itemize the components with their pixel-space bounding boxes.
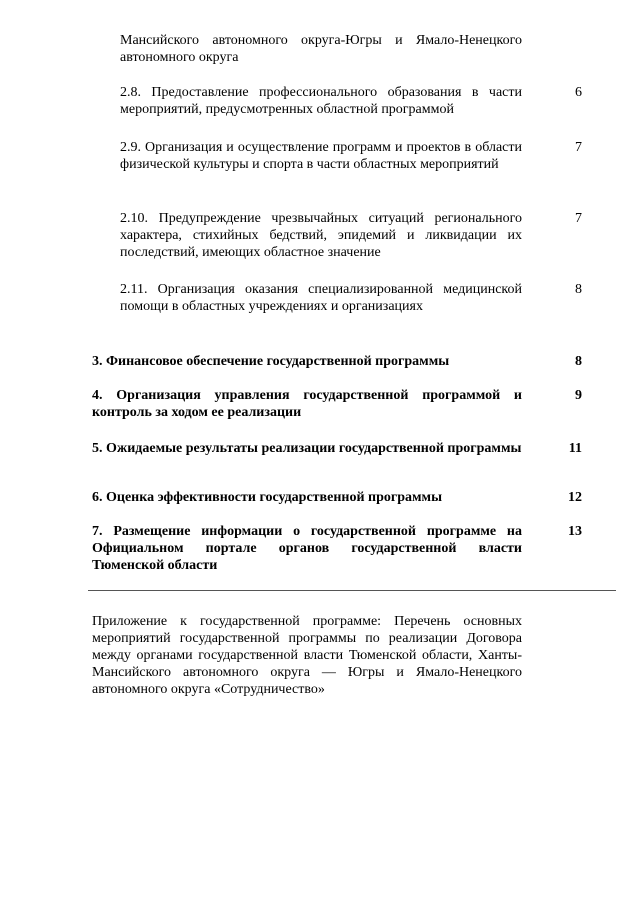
toc-page-number: 8 bbox=[575, 354, 582, 369]
toc-entry-2-10 bbox=[120, 210, 582, 261]
toc-section-3 bbox=[92, 353, 582, 370]
toc-entry-2-8 bbox=[120, 84, 582, 118]
toc-section-text: 7. Размещение информации о государственной программе на Официальном портале органов государственной власти Тюменской области bbox=[92, 524, 522, 573]
toc-entry-2-9 bbox=[120, 139, 582, 173]
toc-page-number: 12 bbox=[568, 490, 582, 505]
toc-page-number: 7 bbox=[575, 140, 582, 155]
toc-page-number: 8 bbox=[575, 282, 582, 297]
toc-section-text: 3. Финансовое обеспечение государственной программы bbox=[92, 354, 450, 369]
toc-section-4 bbox=[92, 387, 582, 421]
toc-page-number: 11 bbox=[568, 441, 582, 456]
toc-section-text: 5. Ожидаемые результаты реализации государственной программы bbox=[92, 441, 522, 456]
toc-section-text: 4. Организация управления государственной программой и контроль за ходом ее реализации bbox=[92, 388, 522, 420]
toc-entry-text: 2.11. Организация оказания специализированной медицинской помощи в областных учреждениях и организациях bbox=[120, 282, 522, 314]
toc-entry-continuation bbox=[120, 32, 582, 66]
toc-page-number: 7 bbox=[575, 211, 582, 226]
toc-entry-2-11 bbox=[120, 281, 582, 315]
toc-page-number: 9 bbox=[575, 388, 582, 403]
toc-entry-text: 2.9. Организация и осуществление программ и проектов в области физической культуры и спорта в части областных мероприятий bbox=[120, 140, 522, 172]
toc-page-number: 13 bbox=[568, 524, 582, 539]
toc-section-7 bbox=[92, 523, 582, 574]
toc-entry-text: 2.10. Предупреждение чрезвычайных ситуаций регионального характера, стихийных бедствий, эпидемий и ликвидации их последствий, имеющих областное значение bbox=[120, 211, 522, 260]
toc-page-number: 6 bbox=[575, 85, 582, 100]
toc-entry-text: 2.8. Предоставление профессионального образования в части мероприятий, предусмотренных областной программой bbox=[120, 85, 522, 117]
toc-section-5 bbox=[92, 440, 582, 457]
appendix-note: Приложение к государственной программе: Перечень основных мероприятий государственной программы по реализации Договора между органами государственной власти Тюменской области, Ханты-Мансийского автономного округа — Югры и Ямало-Ненецкого автономного округа «Сотрудничество» bbox=[92, 614, 522, 697]
section-divider bbox=[88, 590, 616, 591]
toc-section-6 bbox=[92, 489, 582, 506]
toc-section-text: 6. Оценка эффективности государственной программы bbox=[92, 490, 443, 505]
toc-entry-text: Мансийского автономного округа-Югры и Ямало-Ненецкого автономного округа bbox=[120, 33, 522, 65]
